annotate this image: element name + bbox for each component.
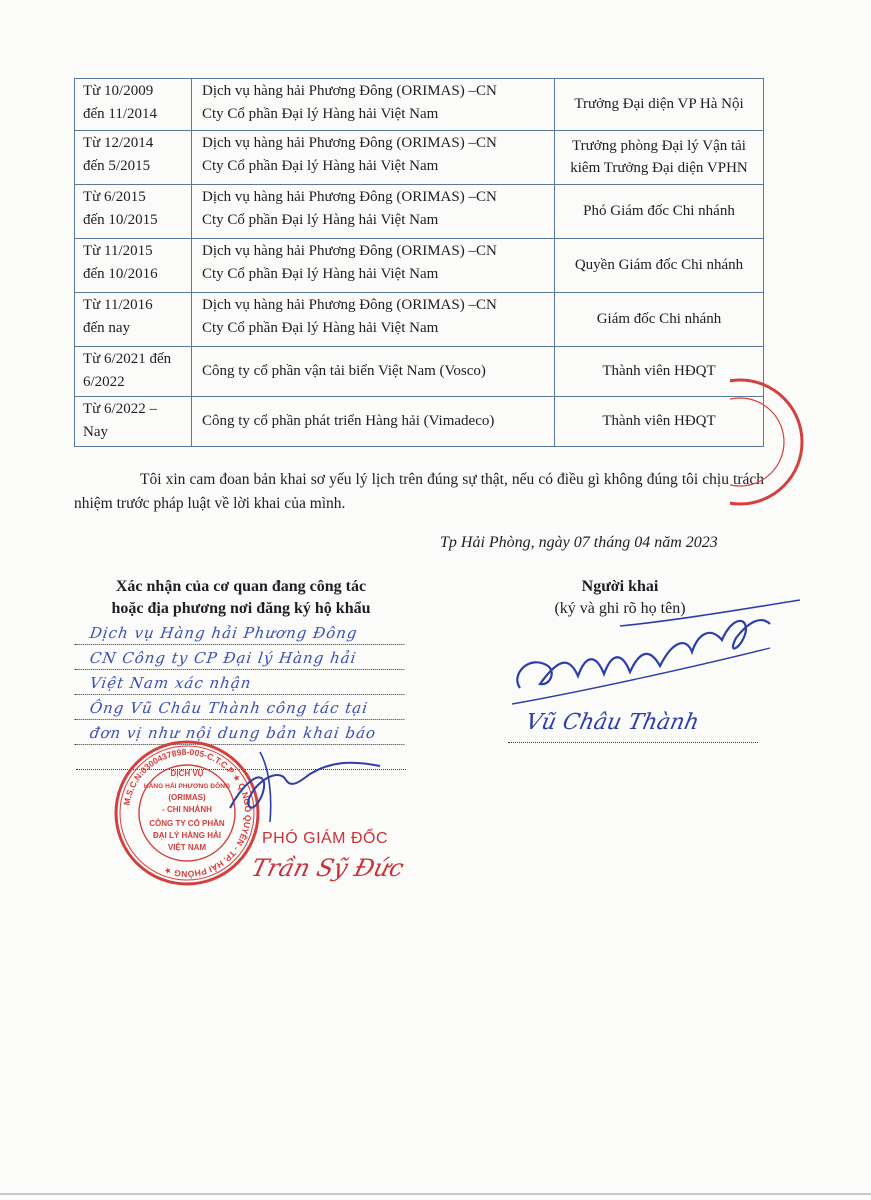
- history-period-text: Từ 11/2015: [83, 243, 153, 259]
- work-history-table: [74, 78, 764, 447]
- vice-director-signature: [200, 748, 400, 828]
- history-position-cell: [555, 185, 764, 239]
- history-org-text: Dịch vụ hàng hải Phương Đông (ORIMAS) –CN: [202, 83, 497, 99]
- declarant-signature: [500, 596, 820, 716]
- history-row: [75, 397, 764, 447]
- history-period-cell: [75, 131, 192, 185]
- history-org-cell: [192, 185, 555, 239]
- vice-director-title: PHÓ GIÁM ĐỐC: [262, 830, 389, 847]
- commitment-paragraph: Tôi xin cam đoan bản khai sơ yếu lý lịch trên đúng sự thật, nếu có điều gì không đúng tôi chịu trách nhiệm trước pháp luật về lời khai của mình.: [74, 471, 764, 512]
- history-period-cell: [75, 185, 192, 239]
- history-position-text: Thành viên HĐQT: [602, 362, 716, 379]
- history-org-text: Cty Cổ phần Đại lý Hàng hải Việt Nam: [202, 265, 439, 282]
- scan-edge-rule: [0, 1193, 871, 1195]
- history-org-cell: [192, 293, 555, 347]
- history-position-cell: [555, 131, 764, 185]
- history-row: [75, 79, 764, 131]
- history-org-text: Công ty cổ phần phát triển Hàng hải (Vimadeco): [202, 412, 495, 429]
- history-org-text: Dịch vụ hàng hải Phương Đông (ORIMAS) –CN: [202, 189, 497, 205]
- history-org-cell: [192, 347, 555, 397]
- confirmation-handwritten-line: Ông Vũ Châu Thành công tác tại: [74, 695, 408, 720]
- history-position-text: kiêm Trưởng Đại diện VPHN: [570, 160, 748, 176]
- declarant-title: Người khai: [581, 578, 659, 595]
- history-position-cell: [555, 293, 764, 347]
- stamp-center-line: ĐẠI LÝ HÀNG HẢI: [153, 831, 221, 840]
- history-row: [75, 239, 764, 293]
- vice-director-name: Trần Sỹ Đức: [248, 854, 407, 882]
- history-position-cell: [555, 79, 764, 131]
- stamp-ring-text: M.S.C.N:0300437898-005-C.T.C.P ★ Q.NGÔ QUYỀN - TP. HẢI PHÒNG ★: [121, 746, 254, 880]
- history-period-text: Từ 6/2022 –: [83, 401, 157, 417]
- history-org-text: Cty Cổ phần Đại lý Hàng hải Việt Nam: [202, 157, 439, 174]
- history-period-text: Từ 6/2015: [83, 189, 146, 205]
- history-row: [75, 131, 764, 185]
- history-row: [75, 347, 764, 397]
- history-position-text: Thành viên HĐQT: [602, 412, 716, 429]
- history-period-text: đến 10/2016: [83, 265, 158, 282]
- edge-stamp: [730, 372, 805, 512]
- stamp-center-line: CÔNG TY CỔ PHẦN: [149, 819, 225, 828]
- history-period-text: Từ 6/2021 đến: [83, 351, 172, 367]
- date-line: Tp Hải Phòng, ngày 07 tháng 04 năm 2023: [440, 534, 718, 551]
- history-period-text: 6/2022: [83, 373, 125, 390]
- history-org-text: Công ty cổ phần vận tải biển Việt Nam (Vosco): [202, 362, 486, 379]
- history-period-text: Từ 11/2016: [83, 297, 153, 313]
- history-row: [75, 185, 764, 239]
- history-org-cell: [192, 131, 555, 185]
- confirmation-handwritten-line: CN Công ty CP Đại lý Hàng hải: [74, 645, 408, 670]
- declarant-name-handwritten: Vũ Châu Thành: [523, 710, 702, 735]
- confirmation-title-line1: Xác nhận của cơ quan đang công tác: [115, 578, 367, 595]
- declarant-subtitle: (ký và ghi rõ họ tên): [554, 600, 686, 617]
- history-period-text: đến 10/2015: [83, 211, 158, 228]
- history-org-text: Cty Cổ phần Đại lý Hàng hải Việt Nam: [202, 105, 439, 122]
- history-period-text: đến 11/2014: [83, 105, 158, 122]
- history-position-text: Quyền Giám đốc Chi nhánh: [574, 256, 744, 273]
- history-org-text: Dịch vụ hàng hải Phương Đông (ORIMAS) –CN: [202, 135, 497, 151]
- confirmation-handwritten-line: Dịch vụ Hàng hải Phương Đông: [74, 620, 408, 645]
- history-org-text: Dịch vụ hàng hải Phương Đông (ORIMAS) –CN: [202, 297, 497, 313]
- history-period-text: đến 5/2015: [83, 157, 151, 174]
- history-position-text: Phó Giám đốc Chi nhánh: [583, 202, 735, 219]
- confirmation-title-line2: hoặc địa phương nơi đăng ký hộ khẩu: [111, 600, 371, 617]
- stamp-center-line: VIỆT NAM: [167, 843, 207, 852]
- history-row: [75, 293, 764, 347]
- history-position-cell: [555, 239, 764, 293]
- history-period-cell: [75, 293, 192, 347]
- history-org-cell: [192, 79, 555, 131]
- stamp-center-line: - CHI NHÁNH: [162, 805, 212, 814]
- history-period-cell: [75, 397, 192, 447]
- stamp-center-line: DỊCH VỤ: [170, 769, 204, 778]
- history-position-text: Trưởng Đại diện VP Hà Nội: [574, 95, 744, 112]
- history-org-text: Cty Cổ phần Đại lý Hàng hải Việt Nam: [202, 319, 439, 336]
- history-period-cell: [75, 239, 192, 293]
- history-org-text: Dịch vụ hàng hải Phương Đông (ORIMAS) –CN: [202, 243, 497, 259]
- confirmation-handwritten-line: đơn vị như nội dung bản khai báo: [74, 720, 408, 745]
- history-org-cell: [192, 397, 555, 447]
- stamp-center-line: (ORIMAS): [168, 793, 206, 802]
- history-period-cell: [75, 79, 192, 131]
- history-position-text: Giám đốc Chi nhánh: [596, 310, 722, 327]
- history-position-text: Trưởng phòng Đại lý Vận tải: [572, 137, 746, 154]
- history-period-text: Từ 10/2009: [83, 83, 154, 99]
- history-period-text: Nay: [83, 423, 108, 440]
- confirmation-handwritten-line: Việt Nam xác nhận: [74, 670, 408, 695]
- history-period-text: đến nay: [83, 319, 131, 336]
- stamp-center-line: HÀNG HẢI PHƯƠNG ĐÔNG: [143, 783, 231, 790]
- history-org-text: Cty Cổ phần Đại lý Hàng hải Việt Nam: [202, 211, 439, 228]
- history-period-cell: [75, 347, 192, 397]
- history-period-text: Từ 12/2014: [83, 135, 154, 151]
- history-org-cell: [192, 239, 555, 293]
